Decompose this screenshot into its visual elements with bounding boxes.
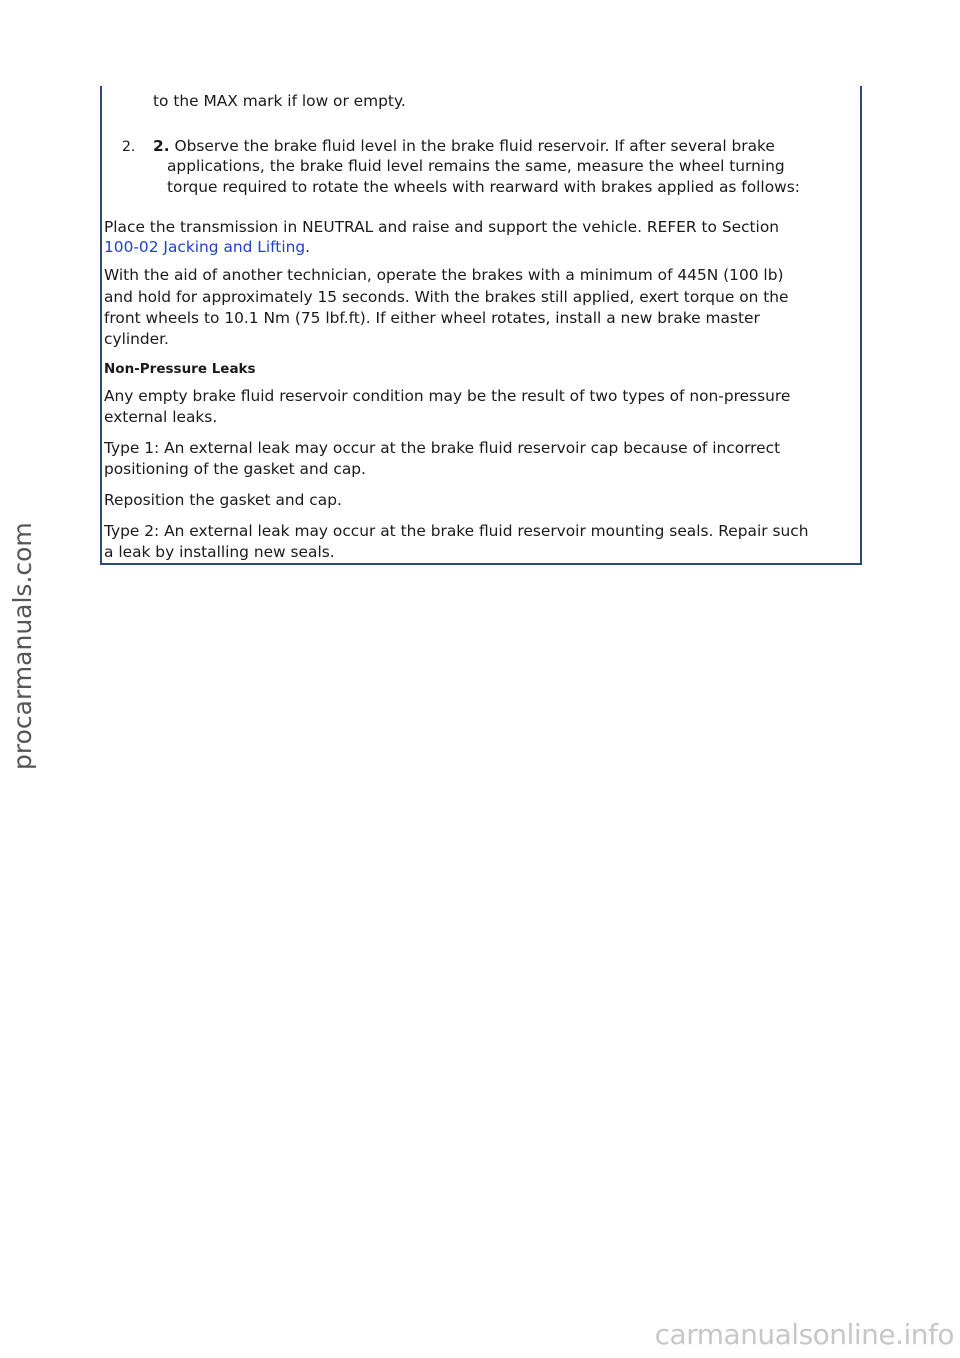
place-transmission-line-1: Place the transmission in NEUTRAL and raise and support the vehicle. REFER to Section [104,218,780,236]
empty-reservoir-line-2: external leaks. [104,408,218,426]
non-pressure-leaks-heading: Non-Pressure Leaks [104,361,256,377]
aid-technician-line-4: cylinder. [104,330,169,348]
step-2-line-2: applications, the brake fluid level remains the same, measure the wheel turning [167,157,785,175]
step-2-label: 2. [153,137,170,155]
step-2-line-3: torque required to rotate the wheels with rearward with brakes applied as follows: [167,178,800,196]
type-1-line-2: positioning of the gasket and cap. [104,460,366,478]
jacking-lifting-link[interactable]: 100-02 Jacking and Lifting [104,238,306,256]
aid-technician-line-1: With the aid of another technician, operate the brakes with a minimum of 445N (100 lb) [104,266,784,284]
step-2-marker: 2. [122,139,136,155]
type-2-line-1: Type 2: An external leak may occur at the brake fluid reservoir mounting seals. Repair such [104,522,809,540]
type-2-line-2: a leak by installing new seals. [104,543,335,561]
place-transmission-period: . [305,238,311,256]
aid-technician-line-3: front wheels to 10.1 Nm (75 lbf.ft). If either wheel rotates, install a new brake master [104,309,760,327]
bottom-watermark: carmanualsonline.info [654,1318,954,1351]
type-1-line-1: Type 1: An external leak may occur at the brake fluid reservoir cap because of incorrect [104,439,781,457]
step-2-text: Observe the brake fluid level in the brake fluid reservoir. If after several brake [169,137,775,155]
empty-reservoir-line-1: Any empty brake fluid reservoir condition may be the result of two types of non-pressure [104,387,791,405]
aid-technician-line-2: and hold for approximately 15 seconds. With the brakes still applied, exert torque on the [104,288,789,306]
left-watermark: procarmanuals.com [8,522,37,770]
continuation-text: to the MAX mark if low or empty. [153,92,406,110]
place-transmission-line-2 [104,236,310,259]
reposition-text: Reposition the gasket and cap. [104,491,342,509]
